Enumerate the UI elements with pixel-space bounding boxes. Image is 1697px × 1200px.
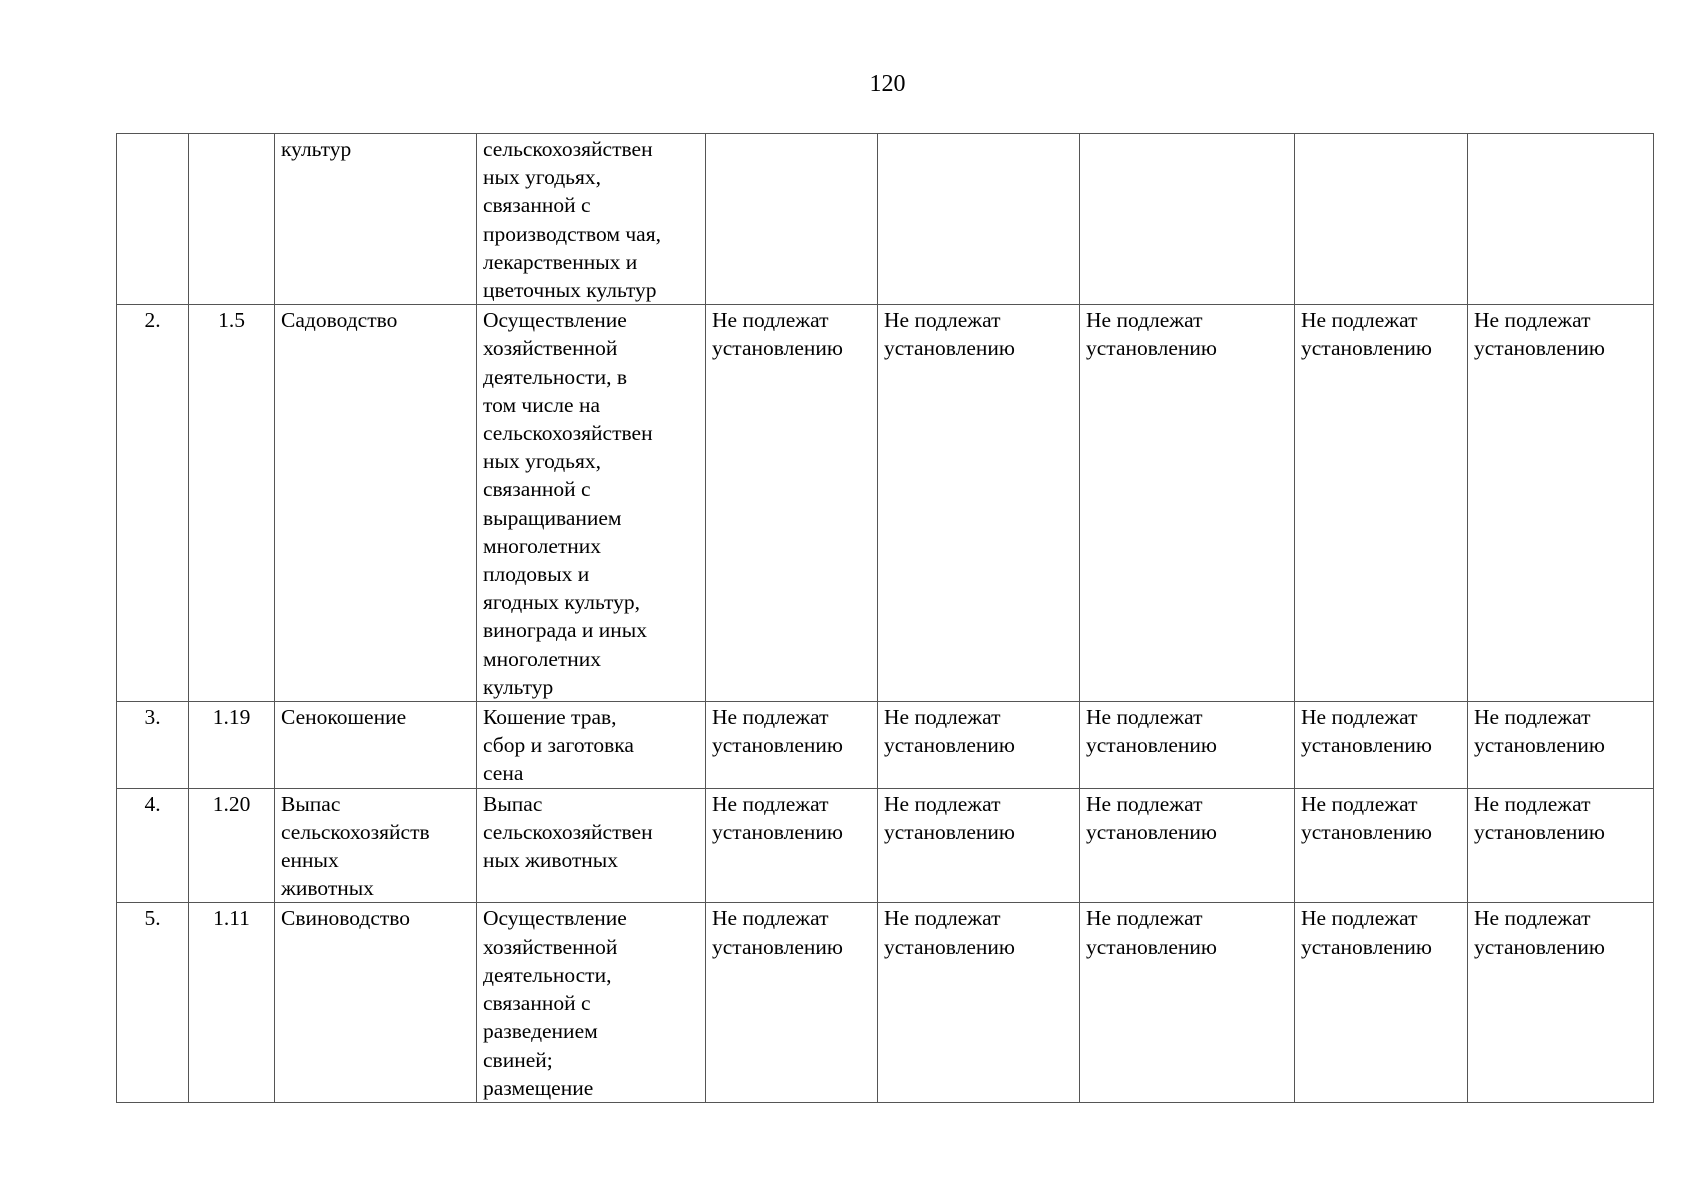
description-cell: Осуществление хозяйственной деятельности, в том числе на сельскохозяйствен ных угодьях, связанной с выращиванием многолетних плодовых и ягодных культур, винограда и иных многолетних культур xyxy=(477,305,706,702)
row-number-cell: 3. xyxy=(117,702,189,789)
parameter-cell: Не подлежат установлению xyxy=(1295,702,1468,789)
parameter-cell: Не подлежат установлению xyxy=(1468,702,1654,789)
parameter-cell: Не подлежат установлению xyxy=(878,305,1080,702)
parameter-cell: Не подлежат установлению xyxy=(706,702,878,789)
parameter-cell xyxy=(1468,134,1654,305)
description-cell: Выпас сельскохозяйствен ных животных xyxy=(477,788,706,903)
code-cell: 1.19 xyxy=(189,702,275,789)
parameter-cell: Не подлежат установлению xyxy=(878,702,1080,789)
row-number-cell xyxy=(117,134,189,305)
parameter-cell: Не подлежат установлению xyxy=(1080,788,1295,903)
parameter-cell xyxy=(1080,134,1295,305)
table-row xyxy=(117,702,1654,789)
row-number-cell: 4. xyxy=(117,788,189,903)
name-cell: Выпас сельскохозяйств енных животных xyxy=(275,788,477,903)
parameter-cell: Не подлежат установлению xyxy=(706,305,878,702)
table-row xyxy=(117,134,1654,305)
parameter-cell: Не подлежат установлению xyxy=(1295,903,1468,1102)
parameter-cell: Не подлежат установлению xyxy=(878,788,1080,903)
description-cell: Кошение трав, сбор и заготовка сена xyxy=(477,702,706,789)
parameter-cell: Не подлежат установлению xyxy=(1295,788,1468,903)
parameter-cell xyxy=(878,134,1080,305)
parameter-cell: Не подлежат установлению xyxy=(1080,305,1295,702)
parameter-cell: Не подлежат установлению xyxy=(1468,788,1654,903)
parameter-cell: Не подлежат установлению xyxy=(1468,903,1654,1102)
parameter-cell: Не подлежат установлению xyxy=(1468,305,1654,702)
row-number-cell: 5. xyxy=(117,903,189,1102)
land-use-table xyxy=(116,133,1654,1103)
code-cell: 1.5 xyxy=(189,305,275,702)
parameter-cell: Не подлежат установлению xyxy=(706,788,878,903)
table-body xyxy=(117,134,1654,1103)
description-cell: Осуществление хозяйственной деятельности, связанной с разведением свиней; размещение xyxy=(477,903,706,1102)
name-cell: культур xyxy=(275,134,477,305)
parameter-cell: Не подлежат установлению xyxy=(706,903,878,1102)
row-number-cell: 2. xyxy=(117,305,189,702)
name-cell: Сенокошение xyxy=(275,702,477,789)
description-cell: сельскохозяйствен ных угодьях, связанной с производством чая, лекарственных и цветочных культур xyxy=(477,134,706,305)
name-cell: Свиноводство xyxy=(275,903,477,1102)
parameter-cell: Не подлежат установлению xyxy=(1295,305,1468,702)
name-cell: Садоводство xyxy=(275,305,477,702)
parameter-cell: Не подлежат установлению xyxy=(1080,903,1295,1102)
code-cell: 1.11 xyxy=(189,903,275,1102)
parameter-cell: Не подлежат установлению xyxy=(1080,702,1295,789)
parameter-cell xyxy=(706,134,878,305)
page-number: 120 xyxy=(869,71,906,97)
parameter-cell: Не подлежат установлению xyxy=(878,903,1080,1102)
code-cell xyxy=(189,134,275,305)
table-row xyxy=(117,903,1654,1102)
table-row xyxy=(117,305,1654,702)
code-cell: 1.20 xyxy=(189,788,275,903)
parameter-cell xyxy=(1295,134,1468,305)
table-row xyxy=(117,788,1654,903)
